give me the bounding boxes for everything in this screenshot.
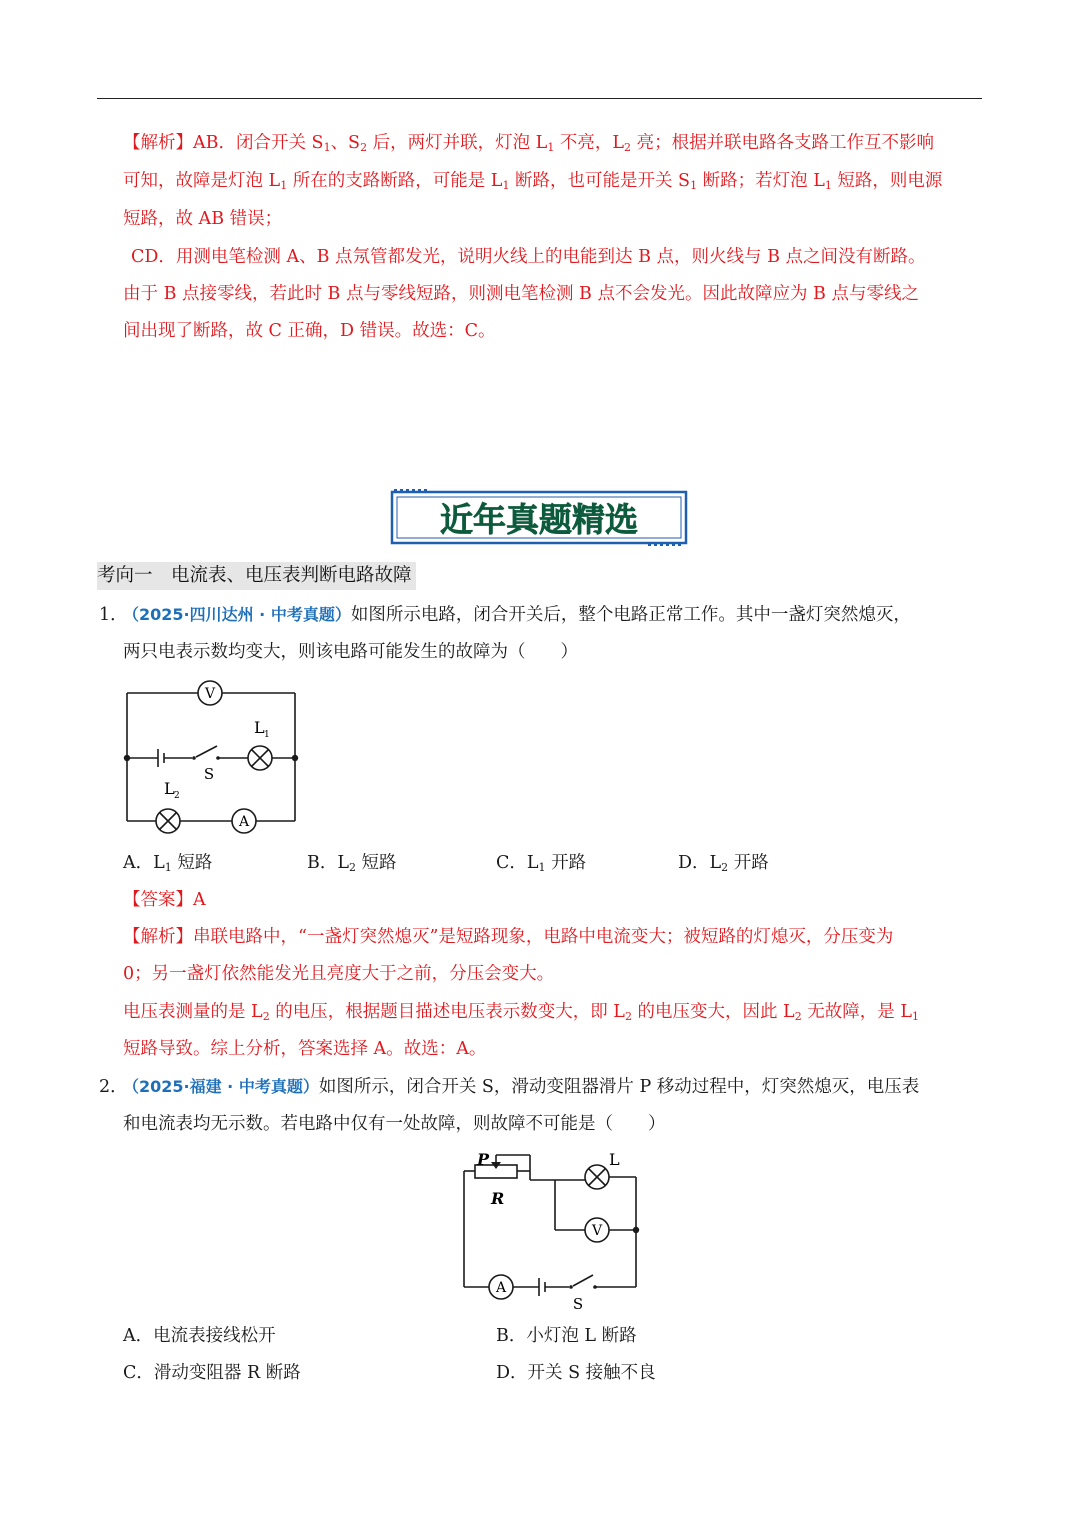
q2-switch-label: S bbox=[572, 1295, 584, 1313]
q1-line-2: 两只电表示数均变大，则该电路可能发生的故障为（ ） bbox=[123, 642, 578, 662]
q1-l1-sub: 1 bbox=[264, 730, 270, 740]
q1-analysis-line-2: 0；另一盏灯依然能发光且亮度大于之前，分压会变大。 bbox=[123, 964, 555, 984]
q1-option-b: B．$L_2$ 短路 bbox=[307, 853, 397, 874]
q2-option-b: B．小灯泡 L 断路 bbox=[496, 1326, 637, 1346]
analysis-line-2: 可知，故障是灯泡 $L_1$ 所在的支路断路，可能是 $L_1$ 断路，也可能是开关 $S_1$ 断路；若灯泡 $L_1$ 短路，则电源 bbox=[123, 171, 943, 192]
q1-voltmeter-label: V bbox=[204, 686, 216, 702]
q1-l1-label: L bbox=[254, 718, 265, 737]
q1-l2-sub: 2 bbox=[174, 791, 180, 801]
q1-circuit-diagram bbox=[118, 678, 308, 836]
q2-voltmeter-label: V bbox=[591, 1223, 603, 1239]
q2-l-label: L bbox=[609, 1150, 620, 1169]
q1-option-d: D．$L_2$ 开路 bbox=[678, 853, 769, 874]
q1-source: （2025·四川达州 · 中考真题） bbox=[123, 605, 351, 624]
q2-p-label: P bbox=[477, 1150, 490, 1169]
q1-analysis-line-4: 短路导致。综上分析，答案选择 A。故选：A。 bbox=[123, 1039, 487, 1059]
q2-option-a: A．电流表接线松开 bbox=[123, 1326, 276, 1346]
analysis-line-1: 【解析】AB．闭合开关 $S_1$、$S_2$ 后，两灯并联，灯泡 $L_1$ 不亮，$L_2$ 亮；根据并联电路各支路工作互不影响 bbox=[123, 133, 935, 154]
q2-source: （2025·福建 · 中考真题） bbox=[123, 1077, 319, 1096]
q1-option-c: C．$L_1$ 开路 bbox=[496, 853, 587, 874]
q2-circuit-diagram bbox=[455, 1146, 645, 1316]
banner-title: 近年真题精选 bbox=[440, 500, 638, 539]
q1-ammeter-label: A bbox=[238, 814, 250, 830]
analysis-line-4: CD．用测电笔检测 A、B 点氖管都发光，说明火线上的电能到达 B 点，则火线与 B 点之间没有断路。 bbox=[131, 247, 926, 267]
analysis-line-6: 间出现了断路，故 C 正确，D 错误。故选：C。 bbox=[123, 321, 496, 341]
q2-line-2: 和电流表均无示数。若电路中仅有一处故障，则故障不可能是（ ） bbox=[123, 1114, 666, 1134]
analysis-line-3: 短路，故 AB 错误； bbox=[123, 209, 283, 229]
section-banner bbox=[390, 489, 688, 546]
q2-ammeter-label: A bbox=[495, 1280, 507, 1296]
q2-option-d: D．开关 S 接触不良 bbox=[496, 1363, 656, 1383]
q2-number: 2． bbox=[99, 1077, 128, 1097]
section-title: 考向一 电流表、电压表判断电路故障 bbox=[97, 562, 416, 590]
q1-analysis-line-1: 【解析】串联电路中，“一盏灯突然熄灭”是短路现象，电路中电流变大；被短路的灯熄灭，分压变为 bbox=[123, 927, 894, 947]
q2-r-label: R bbox=[491, 1189, 505, 1208]
header-rule bbox=[97, 98, 982, 99]
q1-option-a: A．$L_1$ 短路 bbox=[123, 853, 213, 874]
analysis-line-5: 由于 B 点接零线，若此时 B 点与零线短路，则测电笔检测 B 点不会发光。因此故障应为 B 点与零线之 bbox=[123, 284, 919, 304]
q1-answer: 【答案】A bbox=[123, 890, 206, 910]
q1-number: 1． bbox=[99, 605, 128, 625]
q1-l2-label: L bbox=[164, 779, 175, 798]
q1-switch-label: S bbox=[203, 765, 215, 783]
q2-line-1: （2025·福建 · 中考真题）如图所示，闭合开关 S，滑动变阻器滑片 P 移动过程中，灯突然熄灭，电压表 bbox=[123, 1077, 920, 1097]
q1-analysis-line-3: 电压表测量的是 $L_2$ 的电压，根据题目描述电压表示数变大，即 $L_2$ 的电压变大，因此 $L_2$ 无故障，是 $L_1$ bbox=[123, 1002, 919, 1023]
q2-option-c: C．滑动变阻器 R 断路 bbox=[123, 1363, 301, 1383]
q1-line-1: （2025·四川达州 · 中考真题）如图所示电路，闭合开关后，整个电路正常工作。其中一盏灯突然熄灭， bbox=[123, 605, 911, 625]
